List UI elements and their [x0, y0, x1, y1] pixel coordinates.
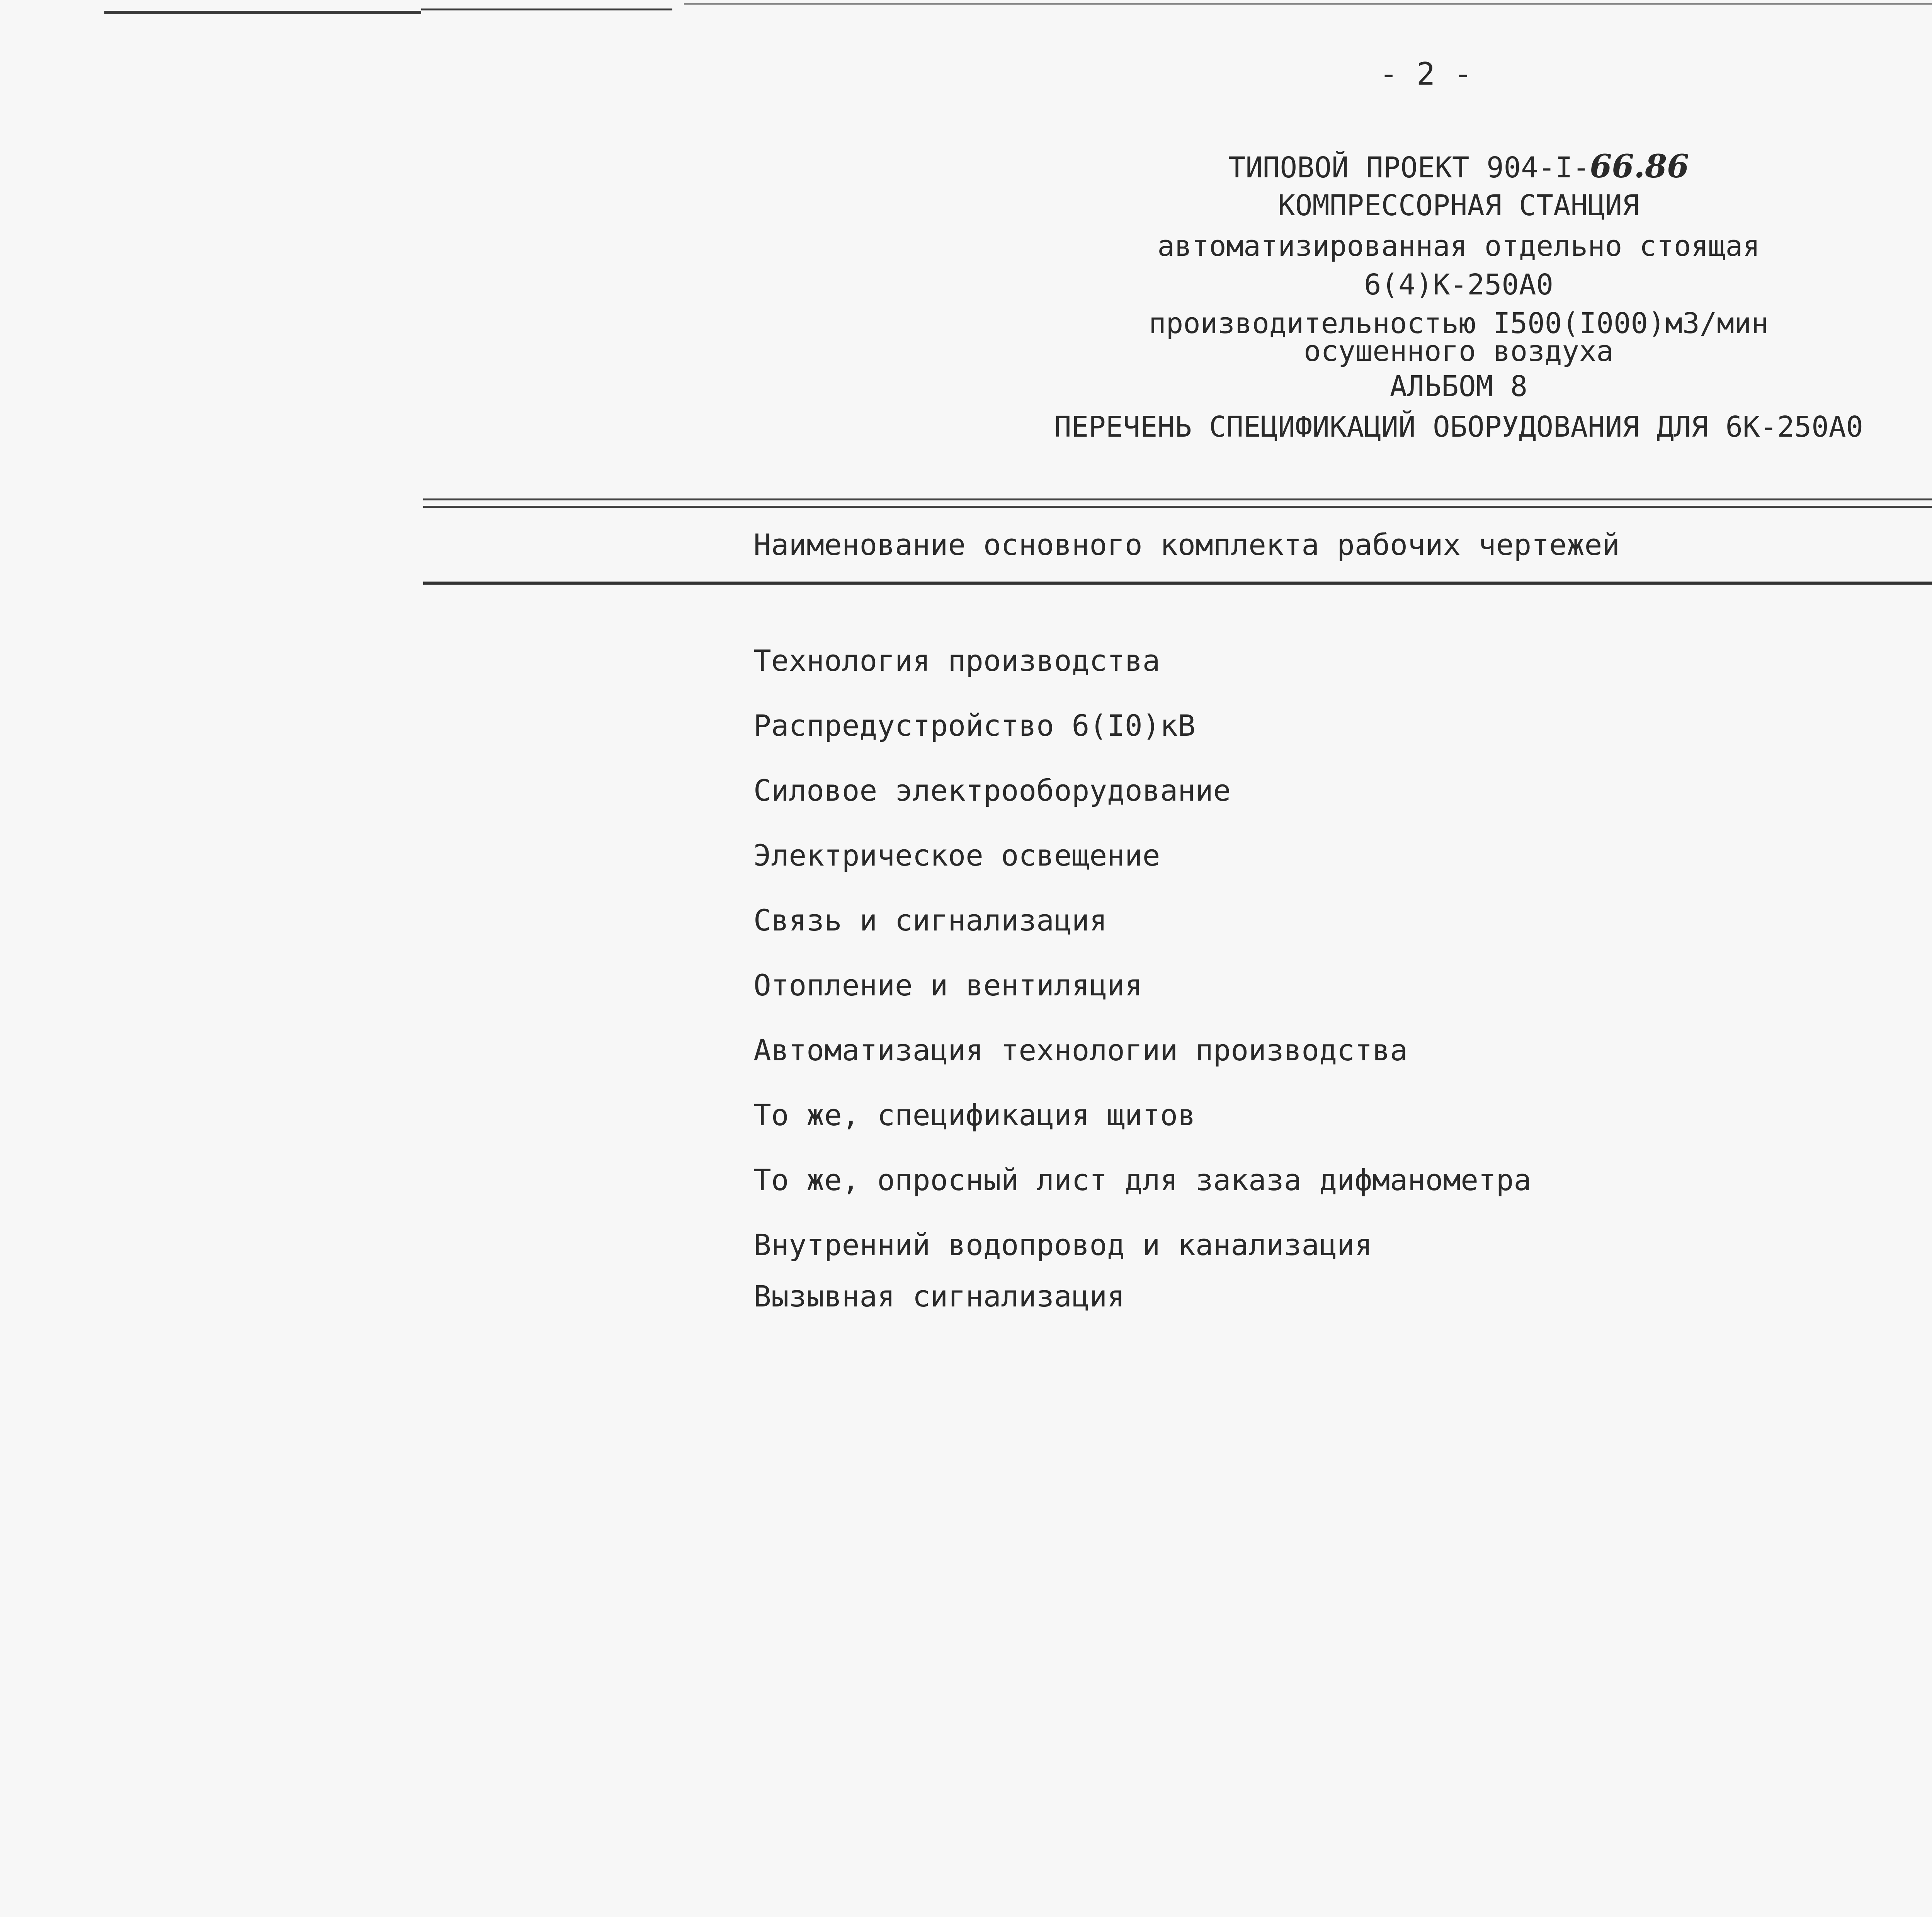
list-item: [753, 708, 1932, 747]
header-line-6: осушенного воздуха: [1304, 335, 1614, 368]
document-heading: ПЕРЕЧЕНЬ СПЕЦИФИКАЦИЙ ОБОРУДОВАНИЯ ДЛЯ 6К-250А0: [1054, 410, 1863, 444]
scan-edge-line: [421, 9, 672, 10]
header-line-5: производительностью I500(I000)м3/мин: [1149, 307, 1769, 340]
list-item-title: Вызывная сигнализация: [753, 1279, 1125, 1313]
list-item-title: Отопление и вентиляция: [753, 968, 1143, 1002]
project-number-handwritten: 66.86: [1590, 148, 1689, 185]
album-label: АЛЬБОМ 8: [1389, 370, 1528, 403]
list-item-title: Технология производства: [753, 643, 1160, 678]
list-item-title: То же, опросный лист для заказа дифманометра: [753, 1163, 1532, 1197]
list-item: [753, 1163, 1932, 1201]
list-item-title: Внутренний водопровод и канализация: [753, 1228, 1372, 1262]
table-top-double-rule: [423, 498, 1932, 508]
list-item: [753, 968, 1932, 1007]
project-title-line: [1043, 148, 1874, 185]
scan-edge-line: [684, 3, 1932, 5]
page-number: - 2 -: [1379, 56, 1473, 92]
list-item: [753, 1033, 1932, 1072]
list-item-title: Электрическое освещение: [753, 838, 1160, 873]
header-line-3: автоматизированная отдельно стоящая: [1157, 230, 1760, 263]
list-item-title: Связь и сигнализация: [753, 903, 1107, 937]
list-item-title: Автоматизация технологии производства: [753, 1033, 1408, 1067]
project-title-typed: ТИПОВОЙ ПРОЕКТ 904-I-: [1228, 151, 1590, 184]
list-item: [753, 773, 1932, 812]
header-line-4: 6(4)К-250А0: [1364, 268, 1554, 301]
list-item-title: Распредустройство 6(I0)кВ: [753, 708, 1196, 743]
list-item: [753, 838, 1932, 877]
list-item-title: Силовое электрооборудование: [753, 773, 1231, 808]
project-subtitle: КОМПРЕССОРНАЯ СТАНЦИЯ: [1278, 189, 1639, 222]
list-item: [753, 1098, 1932, 1136]
list-item: [753, 903, 1932, 942]
list-item: [753, 643, 1932, 682]
list-item: [753, 1228, 1932, 1266]
column-header-name: Наименование основного комплекта рабочих чертежей: [753, 527, 1620, 562]
list-item: [753, 1279, 1932, 1318]
scan-edge-line: [104, 11, 421, 14]
table-header-rule: [423, 582, 1932, 585]
list-item-title: То же, спецификация щитов: [753, 1098, 1196, 1132]
